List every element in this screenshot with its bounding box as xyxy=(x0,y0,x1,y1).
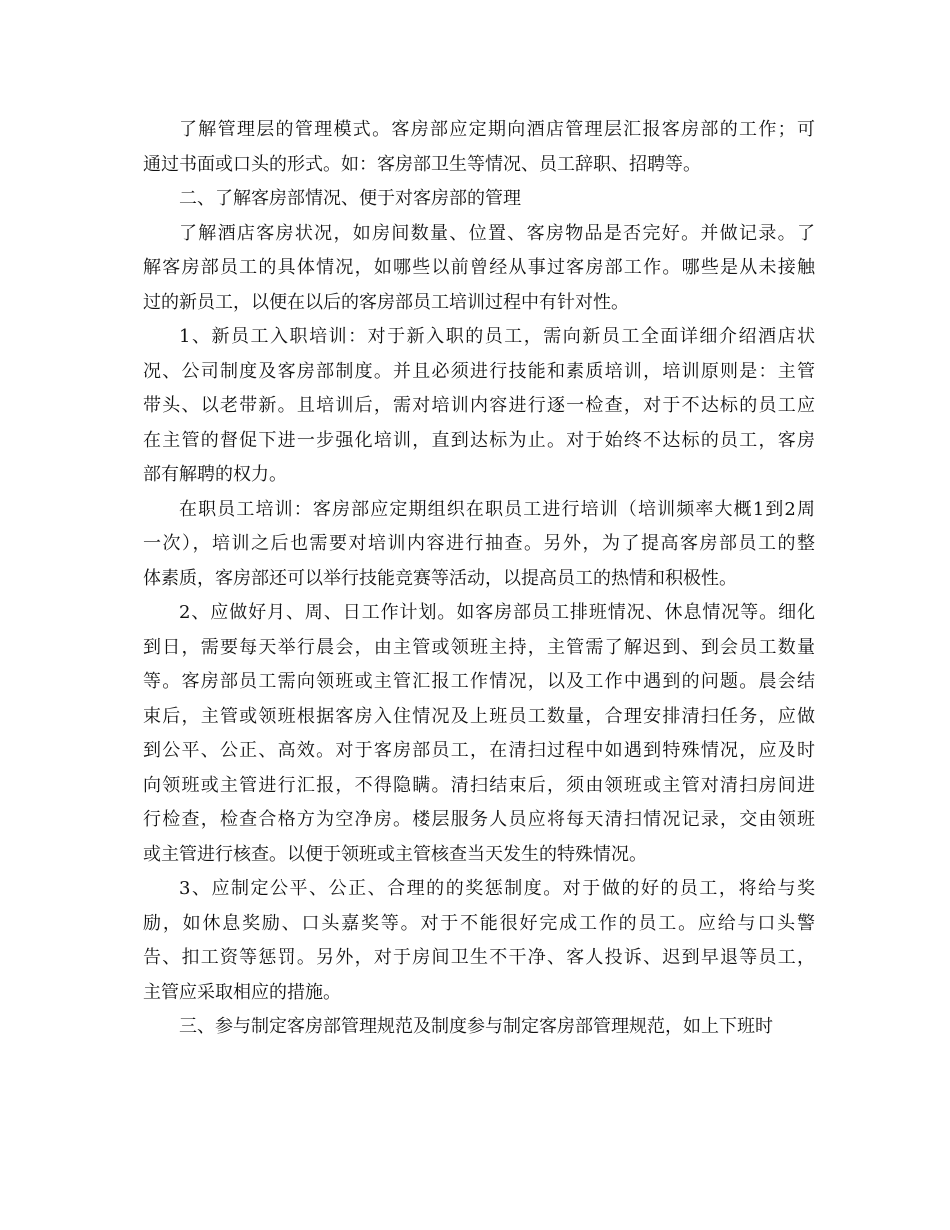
paragraph-line: 等。客房部员工需向领班或主管汇报工作情况，以及工作中遇到的问题。晨会结 xyxy=(143,671,815,692)
paragraph-line: 一次），培训之后也需要对培训内容进行抽查。另外，为了提高客房部员工的整 xyxy=(143,533,815,554)
paragraph xyxy=(143,493,815,597)
paragraph-line: 励，如休息奖励、口头嘉奖等。对于不能很好完成工作的员工。应给与口头警 xyxy=(143,912,815,934)
paragraph xyxy=(143,182,815,217)
paragraph-line: 带头、以老带新。且培训后，需对培训内容进行逐一检查，对于不达标的员工应 xyxy=(143,395,815,416)
paragraph-line: 了解管理层的管理模式。客房部应定期向酒店管理层汇报客房部的工作；可 xyxy=(179,119,815,140)
paragraph-line: 在主管的督促下进一步强化培训，直到达标为止。对于始终不达标的员工，客房 xyxy=(143,429,815,451)
paragraph xyxy=(143,872,815,1010)
paragraph-line: 告、扣工资等惩罚。另外，对于房间卫生不干净、客人投诉、迟到早退等员工， xyxy=(143,947,815,968)
paragraph xyxy=(143,217,815,321)
paragraph-line: 到公平、公正、高效。对于客房部员工，在清扫过程中如遇到特殊情况，应及时 xyxy=(143,740,815,761)
paragraph xyxy=(143,596,815,872)
paragraph-line: 或主管进行核查。以便于领班或主管核查当天发生的特殊情况。 xyxy=(143,843,647,865)
paragraph-line: 1、新员工入职培训：对于新入职的员工，需向新员工全面详细介绍酒店状 xyxy=(179,326,815,347)
paragraph-line: 二、了解客房部情况、便于对客房部的管理 xyxy=(179,188,521,209)
paragraph-line: 体素质，客房部还可以举行技能竞赛等活动，以提高员工的热情和积极性。 xyxy=(143,567,737,589)
paragraph-line: 到日，需要每天举行晨会，由主管或领班主持，主管需了解迟到、到会员工数量 xyxy=(143,636,815,658)
paragraph-line: 行检查，检查合格方为空净房。楼层服务人员应将每天清扫情况记录，交由领班 xyxy=(143,809,815,830)
paragraph xyxy=(143,320,815,493)
paragraph-line: 2、应做好月、周、日工作计划。如客房部员工排班情况、休息情况等。细化 xyxy=(179,602,815,623)
paragraph-line: 部有解聘的权力。 xyxy=(143,464,287,485)
paragraph-line: 3、应制定公平、公正、合理的的奖惩制度。对于做的好的员工，将给与奖 xyxy=(179,878,815,899)
paragraph-line: 向领班或主管进行汇报，不得隐瞒。清扫结束后，须由领班或主管对清扫房间进 xyxy=(143,774,815,796)
paragraph-line: 主管应采取相应的措施。 xyxy=(143,981,341,1003)
paragraph xyxy=(143,113,815,182)
paragraph-line: 束后，主管或领班根据客房入住情况及上班员工数量，合理安排清扫任务，应做 xyxy=(143,705,815,727)
document-body xyxy=(143,113,815,1045)
paragraph-line: 解客房部员工的具体情况，如哪些以前曾经从事过客房部工作。哪些是从未接触 xyxy=(143,257,815,278)
paragraph-line: 三、参与制定客房部管理规范及制度参与制定客房部管理规范，如上下班时 xyxy=(179,1016,773,1037)
paragraph-line: 在职员工培训：客房部应定期组织在职员工进行培训（培训频率大概1到2周 xyxy=(179,498,815,520)
paragraph xyxy=(143,1010,815,1045)
paragraph-line: 通过书面或口头的形式。如：客房部卫生等情况、员工辞职、招聘等。 xyxy=(143,153,701,175)
paragraph-line: 过的新员工，以便在以后的客房部员工培训过程中有针对性。 xyxy=(143,291,629,313)
paragraph-line: 况、公司制度及客房部制度。并且必须进行技能和素质培训，培训原则是：主管 xyxy=(143,360,815,382)
paragraph-line: 了解酒店客房状况，如房间数量、位置、客房物品是否完好。并做记录。了 xyxy=(179,222,815,244)
